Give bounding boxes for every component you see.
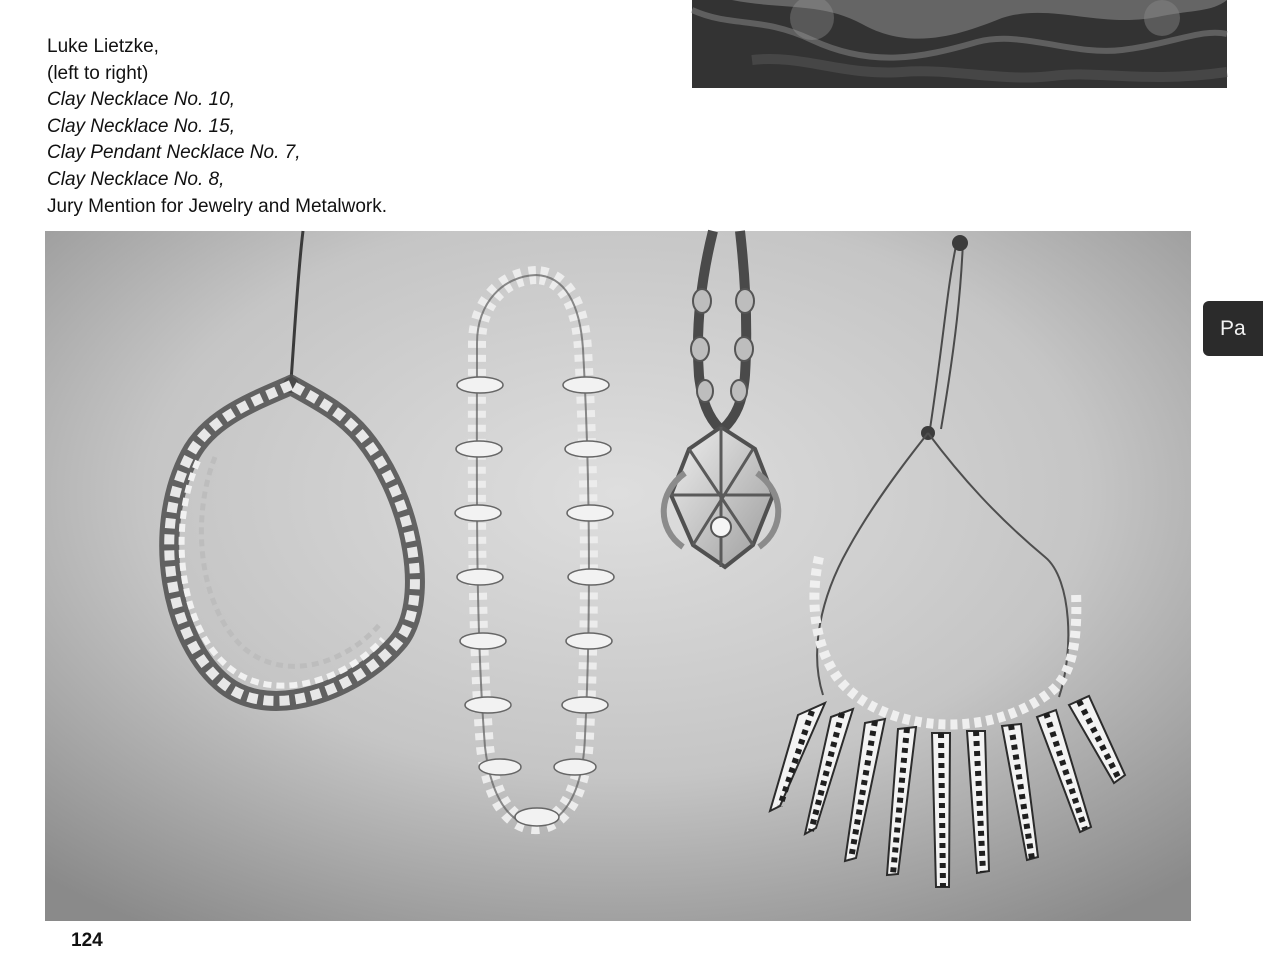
- work-title: Clay Necklace No. 15,: [47, 115, 235, 137]
- work-title: Clay Necklace No. 8,: [47, 168, 225, 190]
- top-photograph: [692, 0, 1227, 88]
- caption-direction: (left to right): [47, 62, 149, 84]
- side-tab[interactable]: [1203, 301, 1263, 356]
- photo-caption: [47, 34, 607, 220]
- work-title: Clay Pendant Necklace No. 7,: [47, 142, 301, 164]
- necklaces-illustration: [45, 231, 1191, 921]
- work-title: Clay Necklace No. 10,: [47, 89, 235, 111]
- award-text: Jury Mention for Jewelry and Metalwork.: [47, 195, 388, 217]
- necklaces-photograph: [45, 231, 1191, 921]
- top-photograph-texture: [692, 0, 1227, 88]
- page-number: 124: [71, 930, 103, 951]
- artist-name: Luke Lietzke,: [47, 36, 159, 57]
- side-tab-label: Pa: [1220, 317, 1246, 340]
